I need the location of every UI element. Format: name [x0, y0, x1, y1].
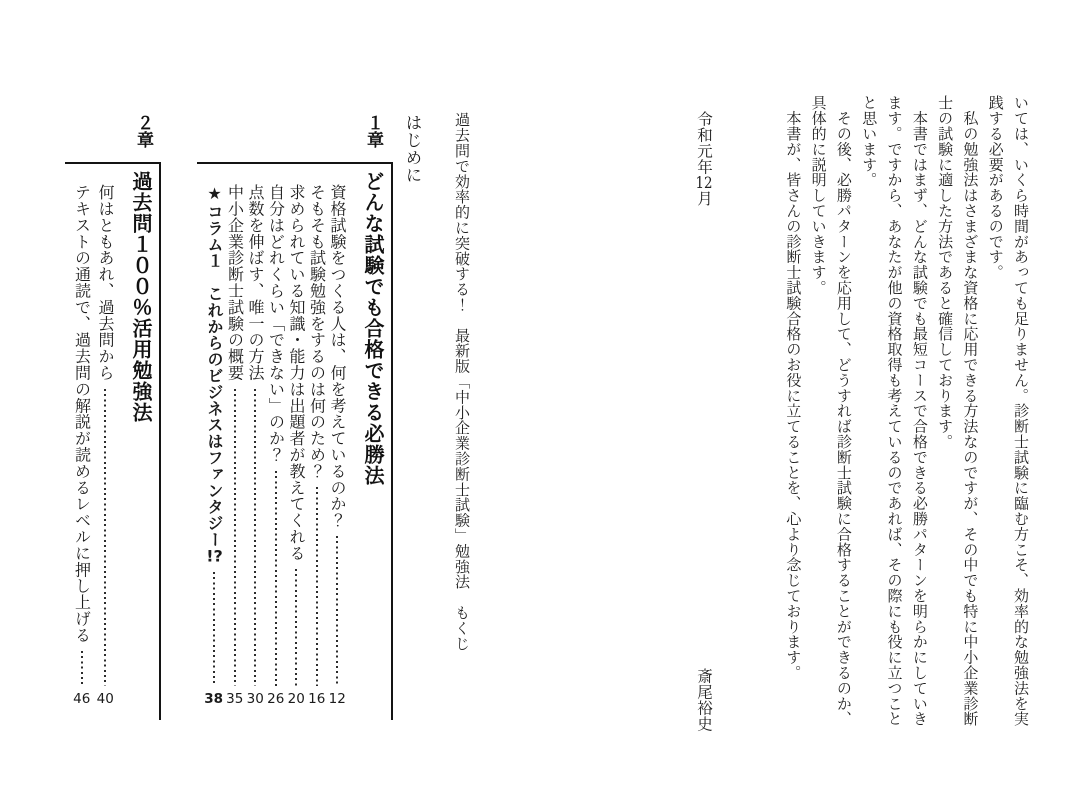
chapter1-title: どんな試験でも合格できる必勝法: [361, 171, 385, 486]
signature-date: [691, 95, 716, 207]
chapter2-section: [65, 162, 161, 720]
toc-item: [73, 184, 91, 708]
toc-item: [204, 184, 223, 708]
page-number: 40: [96, 691, 114, 707]
dotted-leader: [329, 536, 347, 686]
toc-item-text: 資格試験をつくる人は、何を考えているのか？: [328, 184, 347, 529]
preface-line: 私の勉強法はさまざまな資格に応用できる方法なのですが、その中でも特に中小企業診断: [961, 95, 980, 727]
dotted-leader: [226, 389, 244, 686]
toc-item-text: テキストの通読で、過去問の解説が読めるレベルに押し上げる: [72, 184, 92, 644]
preface-line: 践する必要があるのです。: [986, 95, 1005, 280]
toc-item-text: 自分はどれくらい「できない」のか？: [266, 184, 286, 463]
preface-line: 士の試験に適した方法であると確信しております。: [936, 95, 955, 450]
dotted-leader: [288, 569, 306, 686]
tate-chu-yoko-text: !?: [206, 547, 223, 564]
date-number: 12: [695, 175, 713, 191]
preface-line: いては、いくら時間があっても足りません。診断士試験に臨む方こそ、効率的な勉強法を実: [1012, 95, 1030, 727]
toc-item: [97, 184, 115, 708]
dotted-leader: [73, 651, 91, 686]
toc-item: [288, 184, 306, 708]
page-number: 12: [328, 691, 346, 707]
page-number: 16: [308, 691, 326, 707]
toc-item-text: そもそも試験勉強をするのは何のため？: [307, 184, 327, 480]
dotted-leader: [97, 389, 115, 686]
page-number: 38: [204, 691, 223, 707]
preface-line: その後、必勝パターンを応用して、どうすれば診断士試験に合格することができるのか、: [834, 95, 853, 727]
toc-item-text: 中小企業診断士試験の概要: [225, 184, 245, 381]
toc-item: [226, 184, 244, 708]
preface-line: 本書が、皆さんの診断士試験合格のお役に立てることを、心より念じております。: [784, 95, 803, 681]
toc-item-text: 点数を伸ばす、唯一の方法: [246, 184, 265, 381]
chapter1-section: [197, 162, 393, 720]
preface-text: [780, 95, 1033, 737]
toc-item-text: ★コラム１ これからのビジネスはファンタジー!?: [205, 184, 224, 564]
toc-item: [308, 184, 326, 708]
toc-entry-hajimeni: はじめに: [403, 114, 422, 184]
toc-page-title: 過去問で効率的に突破する！ 最新版「中小企業診断士試験」勉強法 もくじ: [453, 112, 471, 651]
dotted-leader: [308, 487, 326, 686]
chapter1-label: １章: [363, 114, 383, 148]
toc-item-text: 求められている知識・能力は出題者が教えてくれる: [287, 184, 306, 562]
toc-item: [247, 184, 265, 708]
date-era: 令和元年: [695, 95, 713, 175]
page-number: 46: [73, 691, 91, 707]
toc-item: [329, 184, 347, 708]
preface-line: 本書ではまず、どんな試験でも最短コースで合格できる必勝パターンを明らかにしていき: [910, 95, 929, 727]
toc-item-text: 何はともあれ、過去問から: [96, 184, 115, 381]
preface-line: ます。ですから、あなたが他の資格取得も考えているのであれば、その際にも役に立つこと: [885, 95, 904, 727]
signature-column: [691, 95, 716, 732]
preface-line: と思います。: [860, 95, 879, 188]
chapter2-label: ２章: [133, 114, 153, 148]
page-number: 20: [287, 691, 305, 707]
dotted-leader: [247, 389, 265, 686]
page-number: 30: [246, 691, 264, 707]
page-number: 26: [267, 691, 285, 707]
preface-line: 具体的に説明していきます。: [809, 95, 828, 296]
chapter2-title: 過去問１００％活用勉強法: [129, 171, 153, 423]
signature-name: 斎尾裕史: [695, 668, 713, 732]
toc-item: [267, 184, 285, 708]
date-month: 月: [695, 190, 713, 207]
page-number: 35: [226, 691, 244, 707]
dotted-leader: [267, 471, 285, 686]
dotted-leader: [204, 572, 223, 686]
